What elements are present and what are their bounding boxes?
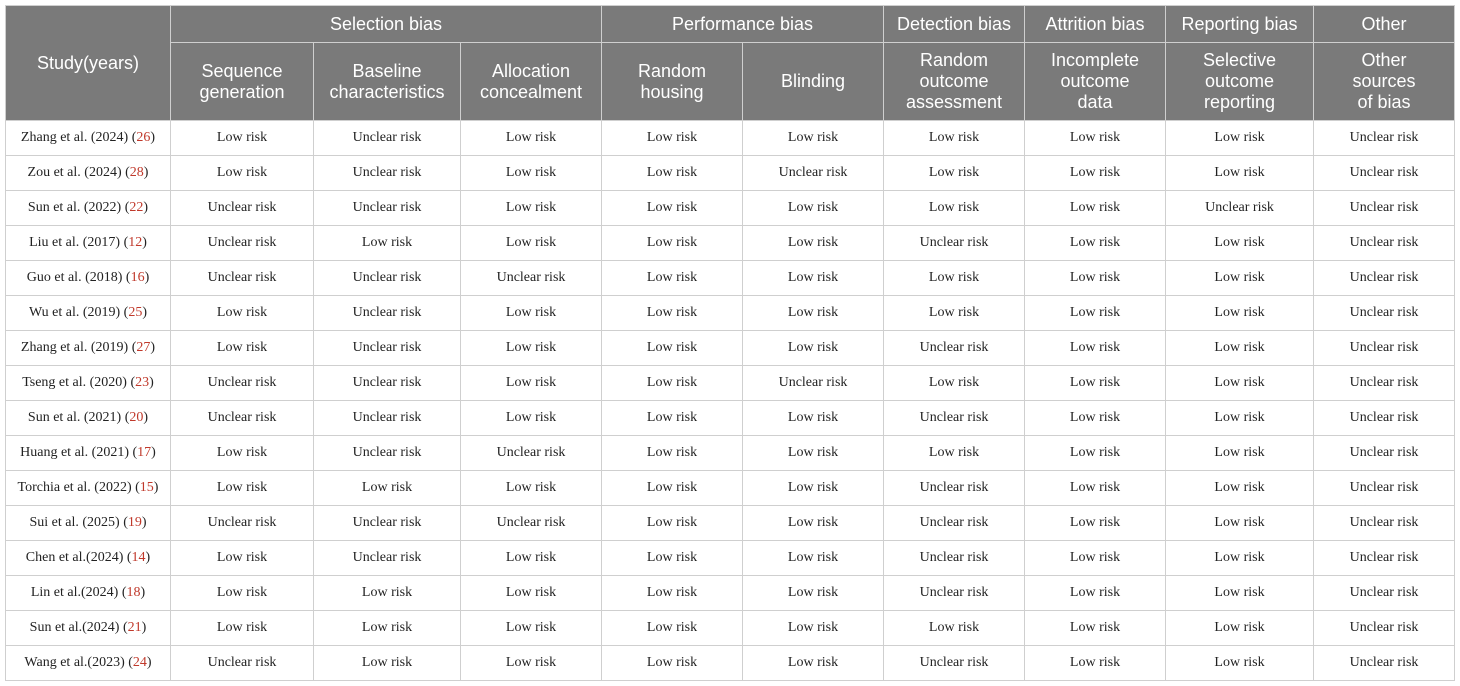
risk-cell: Unclear risk xyxy=(1314,611,1455,646)
risk-cell: Unclear risk xyxy=(1314,296,1455,331)
risk-cell: Low risk xyxy=(1025,401,1166,436)
risk-cell: Low risk xyxy=(743,576,884,611)
study-cell: Zhang et al. (2024) (26) xyxy=(6,121,171,156)
risk-cell: Unclear risk xyxy=(171,261,314,296)
risk-cell: Low risk xyxy=(602,261,743,296)
risk-cell: Unclear risk xyxy=(884,471,1025,506)
risk-cell: Low risk xyxy=(602,646,743,681)
table-row xyxy=(6,401,1455,436)
risk-cell: Low risk xyxy=(602,541,743,576)
reference-link[interactable]: 14 xyxy=(131,550,146,565)
risk-cell: Unclear risk xyxy=(884,576,1025,611)
table-row xyxy=(6,156,1455,191)
risk-cell: Low risk xyxy=(1166,226,1314,261)
header-line: Random xyxy=(637,60,707,81)
table-row xyxy=(6,611,1455,646)
risk-cell: Low risk xyxy=(1025,576,1166,611)
table-row xyxy=(6,331,1455,366)
risk-cell: Low risk xyxy=(1166,541,1314,576)
risk-cell: Low risk xyxy=(171,611,314,646)
header-line: Baseline xyxy=(352,60,422,81)
study-name: Sun et al.(2024) xyxy=(29,620,123,635)
risk-cell: Unclear risk xyxy=(461,506,602,541)
header-line: Other xyxy=(1361,50,1407,70)
risk-cell: Low risk xyxy=(1166,296,1314,331)
risk-cell: Low risk xyxy=(884,156,1025,191)
bias-domain-header xyxy=(884,43,1025,121)
table-row xyxy=(6,296,1455,331)
bias-domain-header xyxy=(314,43,461,121)
reference-link[interactable]: 23 xyxy=(135,375,150,390)
reference-link[interactable]: 21 xyxy=(127,620,142,635)
risk-cell: Low risk xyxy=(602,576,743,611)
study-cell: Zou et al. (2024) (28) xyxy=(6,156,171,191)
study-cell: Huang et al. (2021) (17) xyxy=(6,436,171,471)
study-name: Sun et al. (2021) xyxy=(27,410,125,425)
header-line: assessment xyxy=(905,92,1003,112)
risk-cell: Unclear risk xyxy=(743,366,884,401)
study-column-header: Study(years) xyxy=(6,6,171,121)
risk-cell: Low risk xyxy=(1025,261,1166,296)
risk-cell: Low risk xyxy=(602,436,743,471)
risk-cell: Unclear risk xyxy=(1314,121,1455,156)
reference-link[interactable]: 22 xyxy=(129,200,144,215)
bias-group-header: Selection bias xyxy=(171,6,602,43)
risk-cell: Low risk xyxy=(1025,471,1166,506)
risk-cell: Low risk xyxy=(461,366,602,401)
risk-cell: Unclear risk xyxy=(884,541,1025,576)
risk-cell: Low risk xyxy=(602,331,743,366)
risk-cell: Low risk xyxy=(884,436,1025,471)
study-cell: Wu et al. (2019) (25) xyxy=(6,296,171,331)
risk-cell: Unclear risk xyxy=(1314,191,1455,226)
risk-cell: Low risk xyxy=(1166,506,1314,541)
header-line: Blinding xyxy=(780,71,846,91)
header-line: housing xyxy=(640,81,704,102)
risk-cell: Low risk xyxy=(1166,401,1314,436)
bias-domain-header xyxy=(743,43,884,121)
risk-cell: Unclear risk xyxy=(314,261,461,296)
bias-group-header: Other xyxy=(1314,6,1455,43)
reference-link[interactable]: 20 xyxy=(129,410,144,425)
risk-cell: Low risk xyxy=(314,576,461,611)
risk-cell: Low risk xyxy=(743,646,884,681)
risk-cell: Unclear risk xyxy=(1314,156,1455,191)
risk-cell: Low risk xyxy=(743,506,884,541)
risk-cell: Low risk xyxy=(1025,611,1166,646)
risk-cell: Low risk xyxy=(171,576,314,611)
study-cell: Liu et al. (2017) (12) xyxy=(6,226,171,261)
table-row xyxy=(6,261,1455,296)
bias-group-header-row xyxy=(6,6,1455,43)
study-cell: Tseng et al. (2020) (23) xyxy=(6,366,171,401)
reference-link[interactable]: 24 xyxy=(132,655,147,670)
reference-link[interactable]: 18 xyxy=(126,585,141,600)
risk-cell: Low risk xyxy=(884,121,1025,156)
table-row xyxy=(6,436,1455,471)
reference-link[interactable]: 25 xyxy=(128,305,143,320)
risk-cell: Low risk xyxy=(1025,506,1166,541)
risk-cell: Low risk xyxy=(602,121,743,156)
reference-link[interactable]: 27 xyxy=(136,340,151,355)
risk-cell: Low risk xyxy=(461,541,602,576)
risk-cell: Unclear risk xyxy=(314,331,461,366)
bias-group-header: Performance bias xyxy=(602,6,884,43)
risk-cell: Unclear risk xyxy=(1314,436,1455,471)
risk-cell: Low risk xyxy=(602,156,743,191)
reference-link[interactable]: 15 xyxy=(139,480,154,495)
risk-cell: Unclear risk xyxy=(314,436,461,471)
study-name: Liu et al. (2017) xyxy=(29,235,124,250)
study-cell: Wang et al.(2023) (24) xyxy=(6,646,171,681)
risk-cell: Low risk xyxy=(743,121,884,156)
bias-domain-header xyxy=(1314,43,1455,121)
table-row xyxy=(6,576,1455,611)
bias-domain-header xyxy=(602,43,743,121)
bias-domain-header xyxy=(461,43,602,121)
risk-cell: Low risk xyxy=(602,296,743,331)
header-line: outcome xyxy=(1204,71,1275,91)
risk-cell: Unclear risk xyxy=(884,646,1025,681)
risk-cell: Low risk xyxy=(171,471,314,506)
risk-cell: Low risk xyxy=(171,436,314,471)
risk-cell: Unclear risk xyxy=(461,436,602,471)
risk-cell: Unclear risk xyxy=(1166,191,1314,226)
risk-cell: Low risk xyxy=(743,436,884,471)
risk-cell: Low risk xyxy=(1166,471,1314,506)
risk-cell: Low risk xyxy=(314,611,461,646)
risk-cell: Unclear risk xyxy=(1314,261,1455,296)
risk-cell: Low risk xyxy=(171,121,314,156)
study-name: Wu et al. (2019) xyxy=(28,305,124,320)
risk-cell: Unclear risk xyxy=(171,506,314,541)
study-name: Zhang et al. (2019) xyxy=(20,340,132,355)
risk-cell: Low risk xyxy=(461,471,602,506)
risk-cell: Low risk xyxy=(171,296,314,331)
table-row xyxy=(6,506,1455,541)
risk-cell: Unclear risk xyxy=(1314,471,1455,506)
risk-cell: Low risk xyxy=(1166,366,1314,401)
risk-cell: Unclear risk xyxy=(171,226,314,261)
risk-cell: Low risk xyxy=(461,226,602,261)
risk-cell: Low risk xyxy=(602,611,743,646)
risk-cell: Low risk xyxy=(461,121,602,156)
risk-cell: Low risk xyxy=(602,401,743,436)
risk-cell: Low risk xyxy=(1166,261,1314,296)
reference-link[interactable]: 19 xyxy=(127,515,142,530)
study-name: Chen et al.(2024) xyxy=(25,550,127,565)
study-cell: Lin et al.(2024) (18) xyxy=(6,576,171,611)
risk-cell: Low risk xyxy=(461,331,602,366)
bias-group-header: Reporting bias xyxy=(1166,6,1314,43)
risk-cell: Unclear risk xyxy=(461,261,602,296)
risk-cell: Low risk xyxy=(461,191,602,226)
risk-cell: Low risk xyxy=(1025,226,1166,261)
header-line: Selective xyxy=(1202,50,1277,70)
risk-cell: Low risk xyxy=(884,611,1025,646)
reference-link[interactable]: 26 xyxy=(136,130,151,145)
study-name: Huang et al. (2021) xyxy=(20,445,133,460)
header-line: generation xyxy=(199,81,285,102)
header-line: of bias xyxy=(1357,92,1411,112)
risk-cell: Low risk xyxy=(743,611,884,646)
study-name: Zou et al. (2024) xyxy=(27,165,126,180)
study-name: Sui et al. (2025) xyxy=(29,515,124,530)
risk-cell: Low risk xyxy=(1166,646,1314,681)
risk-cell: Low risk xyxy=(171,541,314,576)
risk-cell: Low risk xyxy=(884,261,1025,296)
risk-cell: Low risk xyxy=(171,156,314,191)
reference-link[interactable]: 16 xyxy=(130,270,145,285)
risk-cell: Low risk xyxy=(884,191,1025,226)
risk-cell: Low risk xyxy=(743,541,884,576)
header-line: Random xyxy=(919,50,989,70)
risk-cell: Low risk xyxy=(461,576,602,611)
risk-cell: Low risk xyxy=(743,191,884,226)
risk-cell: Low risk xyxy=(314,646,461,681)
risk-cell: Unclear risk xyxy=(314,541,461,576)
risk-cell: Unclear risk xyxy=(314,506,461,541)
risk-cell: Unclear risk xyxy=(884,226,1025,261)
table-row xyxy=(6,121,1455,156)
study-cell: Sun et al. (2022) (22) xyxy=(6,191,171,226)
risk-cell: Unclear risk xyxy=(171,401,314,436)
risk-cell: Unclear risk xyxy=(314,366,461,401)
risk-cell: Unclear risk xyxy=(1314,541,1455,576)
risk-cell: Unclear risk xyxy=(314,121,461,156)
header-line: sources xyxy=(1352,71,1416,91)
header-line: outcome xyxy=(919,71,989,91)
risk-cell: Unclear risk xyxy=(1314,401,1455,436)
risk-cell: Low risk xyxy=(1025,121,1166,156)
risk-cell: Low risk xyxy=(743,401,884,436)
risk-of-bias-table xyxy=(5,5,1455,681)
risk-cell: Unclear risk xyxy=(1314,576,1455,611)
study-cell: Torchia et al. (2022) (15) xyxy=(6,471,171,506)
risk-cell: Low risk xyxy=(1025,436,1166,471)
study-name: Lin et al.(2024) xyxy=(30,585,122,600)
bias-domain-header xyxy=(1166,43,1314,121)
header-line: concealment xyxy=(479,81,583,102)
table-row xyxy=(6,226,1455,261)
study-name: Wang et al.(2023) xyxy=(24,655,129,670)
study-cell: Sui et al. (2025) (19) xyxy=(6,506,171,541)
table-row xyxy=(6,471,1455,506)
risk-cell: Low risk xyxy=(602,471,743,506)
risk-cell: Low risk xyxy=(743,261,884,296)
risk-cell: Low risk xyxy=(1025,646,1166,681)
risk-cell: Low risk xyxy=(602,191,743,226)
risk-cell: Low risk xyxy=(1166,576,1314,611)
header-line: Allocation xyxy=(491,60,571,81)
header-line: outcome xyxy=(1060,71,1130,91)
risk-cell: Low risk xyxy=(1166,331,1314,366)
header-line: Sequence xyxy=(201,60,283,81)
bias-domain-header xyxy=(1025,43,1166,121)
risk-cell: Unclear risk xyxy=(1314,646,1455,681)
risk-cell: Low risk xyxy=(314,471,461,506)
risk-cell: Unclear risk xyxy=(1314,331,1455,366)
header-line: reporting xyxy=(1203,92,1276,112)
risk-cell: Low risk xyxy=(1025,541,1166,576)
header-line: Incomplete xyxy=(1050,50,1140,70)
risk-cell: Unclear risk xyxy=(314,191,461,226)
risk-cell: Low risk xyxy=(602,226,743,261)
risk-cell: Low risk xyxy=(743,296,884,331)
risk-cell: Unclear risk xyxy=(884,506,1025,541)
table-row xyxy=(6,366,1455,401)
bias-domain-header-row xyxy=(6,43,1455,121)
table-row xyxy=(6,646,1455,681)
risk-cell: Low risk xyxy=(743,331,884,366)
risk-cell: Unclear risk xyxy=(743,156,884,191)
risk-cell: Low risk xyxy=(1166,611,1314,646)
bias-group-header: Attrition bias xyxy=(1025,6,1166,43)
risk-cell: Low risk xyxy=(1166,121,1314,156)
study-name: Guo et al. (2018) xyxy=(26,270,126,285)
study-name: Zhang et al. (2024) xyxy=(20,130,132,145)
study-cell: Zhang et al. (2019) (27) xyxy=(6,331,171,366)
study-name: Tseng et al. (2020) xyxy=(22,375,131,390)
bias-group-header: Detection bias xyxy=(884,6,1025,43)
risk-cell: Low risk xyxy=(1166,156,1314,191)
risk-cell: Low risk xyxy=(461,296,602,331)
risk-cell: Unclear risk xyxy=(314,156,461,191)
risk-cell: Low risk xyxy=(602,506,743,541)
header-line: data xyxy=(1077,92,1113,112)
study-cell: Chen et al.(2024) (14) xyxy=(6,541,171,576)
risk-cell: Unclear risk xyxy=(171,646,314,681)
risk-cell: Low risk xyxy=(1025,331,1166,366)
reference-link[interactable]: 28 xyxy=(129,165,144,180)
risk-cell: Low risk xyxy=(884,366,1025,401)
table-row xyxy=(6,541,1455,576)
risk-cell: Unclear risk xyxy=(884,401,1025,436)
study-cell: Guo et al. (2018) (16) xyxy=(6,261,171,296)
risk-cell: Unclear risk xyxy=(1314,226,1455,261)
header-line: characteristics xyxy=(329,81,445,102)
study-name: Torchia et al. (2022) xyxy=(17,480,136,495)
risk-cell: Unclear risk xyxy=(1314,366,1455,401)
risk-cell: Unclear risk xyxy=(314,296,461,331)
risk-cell: Low risk xyxy=(461,611,602,646)
risk-cell: Low risk xyxy=(743,226,884,261)
study-cell: Sun et al.(2024) (21) xyxy=(6,611,171,646)
bias-domain-header xyxy=(171,43,314,121)
risk-cell: Unclear risk xyxy=(1314,506,1455,541)
risk-cell: Low risk xyxy=(314,226,461,261)
risk-cell: Low risk xyxy=(1025,296,1166,331)
risk-cell: Low risk xyxy=(602,366,743,401)
risk-cell: Unclear risk xyxy=(884,331,1025,366)
study-name: Sun et al. (2022) xyxy=(27,200,125,215)
risk-cell: Low risk xyxy=(461,646,602,681)
risk-cell: Unclear risk xyxy=(171,191,314,226)
risk-cell: Low risk xyxy=(743,471,884,506)
risk-cell: Low risk xyxy=(1025,156,1166,191)
risk-cell: Low risk xyxy=(461,156,602,191)
risk-cell: Low risk xyxy=(884,296,1025,331)
risk-cell: Low risk xyxy=(461,401,602,436)
risk-cell: Low risk xyxy=(1025,191,1166,226)
risk-cell: Low risk xyxy=(1166,436,1314,471)
reference-link[interactable]: 12 xyxy=(128,235,143,250)
risk-cell: Low risk xyxy=(1025,366,1166,401)
table-row xyxy=(6,191,1455,226)
reference-link[interactable]: 17 xyxy=(137,445,152,460)
table-body xyxy=(6,121,1455,681)
risk-cell: Unclear risk xyxy=(171,366,314,401)
study-cell: Sun et al. (2021) (20) xyxy=(6,401,171,436)
risk-cell: Unclear risk xyxy=(314,401,461,436)
risk-cell: Low risk xyxy=(171,331,314,366)
